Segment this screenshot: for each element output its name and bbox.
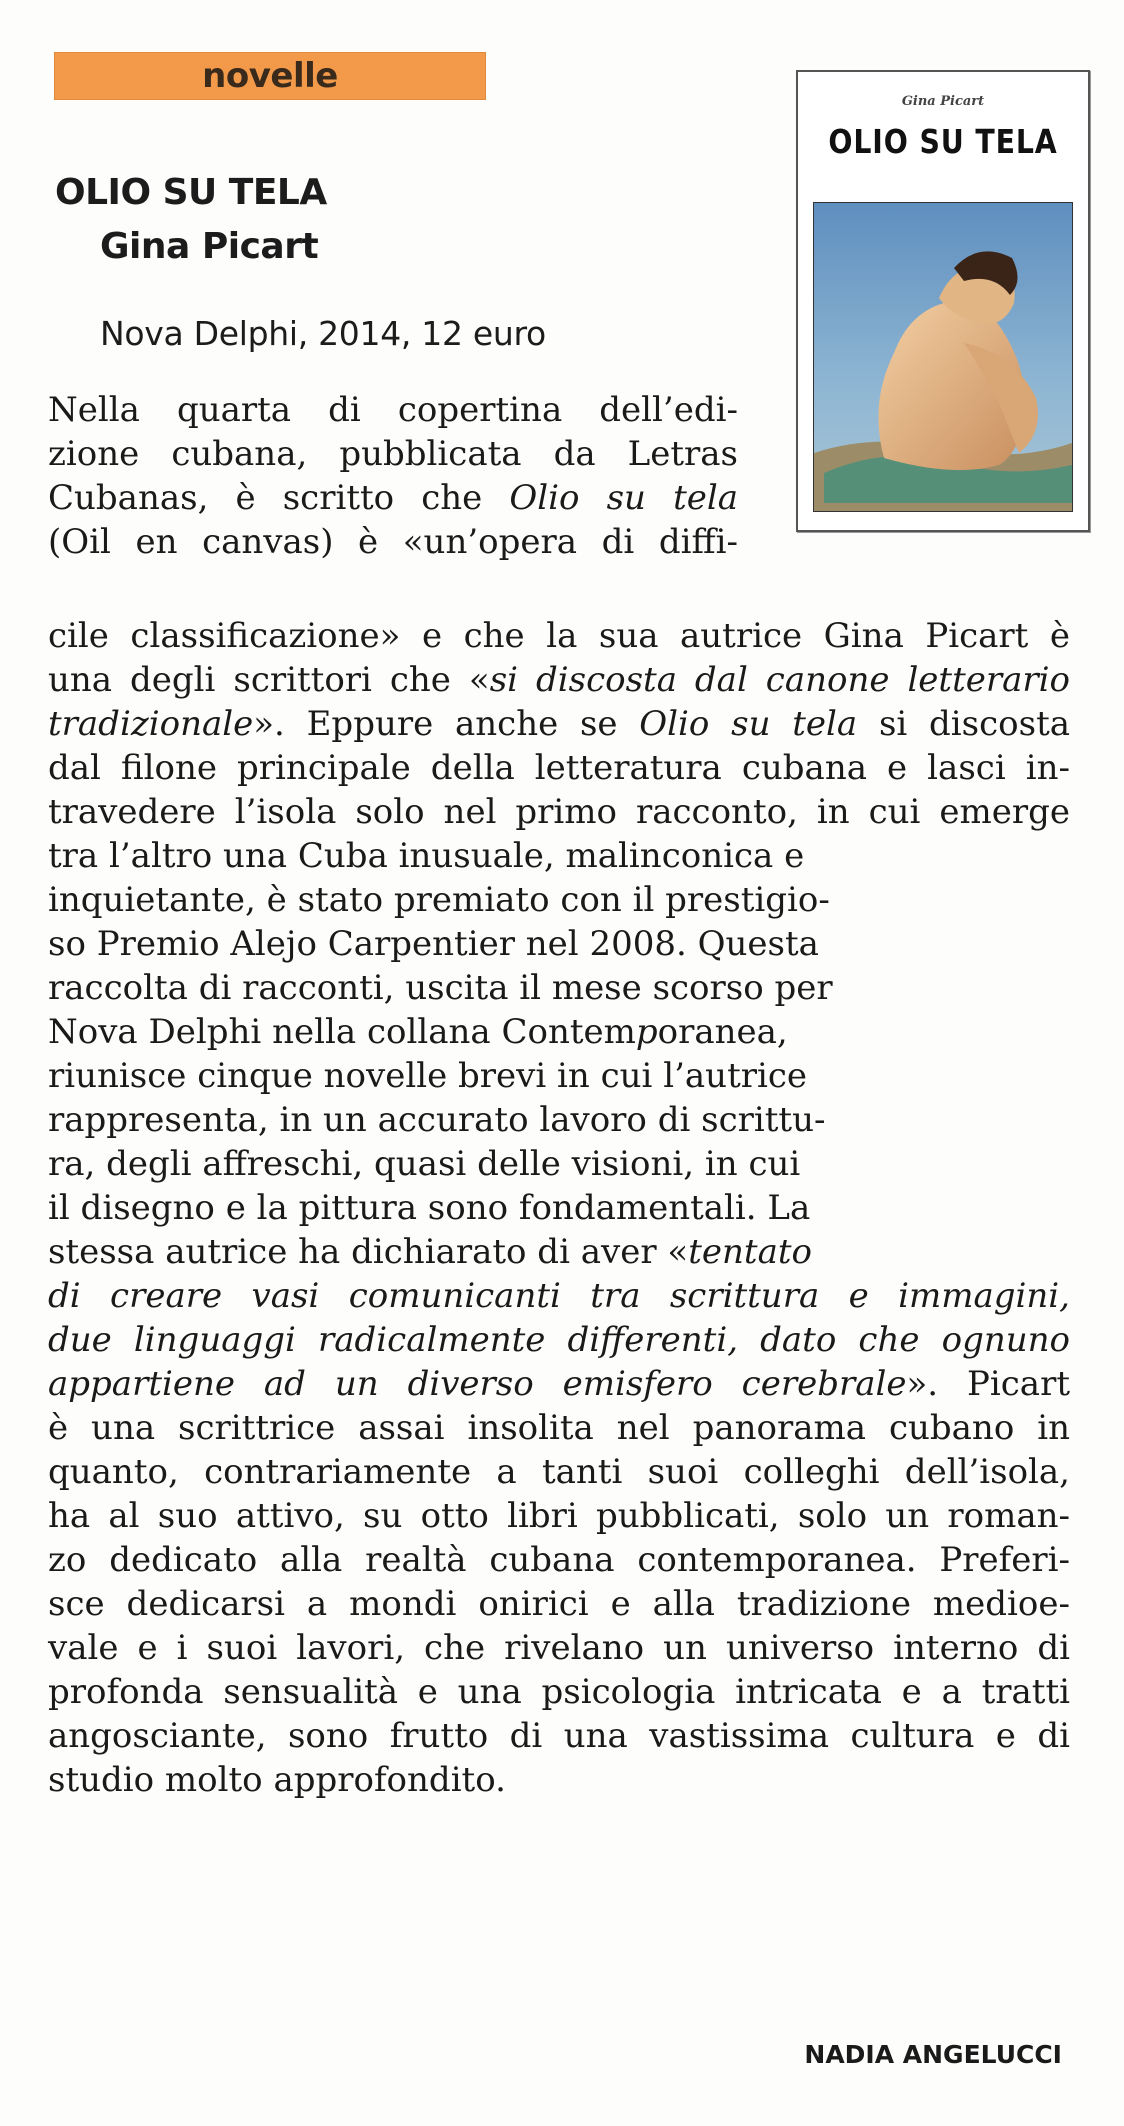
text-line: Nova Delphi nella collana Contemporanea, [48,1012,788,1052]
byline: NADIA ANGELUCCI [804,2040,1062,2069]
section-tag [54,52,486,100]
text-line: appartiene ad un diverso emisfero cerebrale». Picart [48,1364,1070,1404]
text-line: di creare vasi comunicanti tra scrittura e immagini, [48,1276,1070,1316]
publisher-info: Nova Delphi, 2014, 12 euro [100,314,546,353]
book-cover [796,70,1090,532]
text-line: tra l’altro una Cuba inusuale, malinconica e [48,836,805,876]
cover-author: Gina Picart [901,94,985,109]
text-line: so Premio Alejo Carpentier nel 2008. Questa [48,924,819,964]
text-line: è una scrittrice assai insolita nel panorama cubano in [48,1408,1070,1448]
text-line: travedere l’isola solo nel primo racconto, in cui emerge [48,792,1070,832]
text-line: studio molto approfondito. [48,1760,506,1800]
text-line: Cubanas, è scritto che Olio su tela [48,478,738,518]
cover-painting [813,202,1073,512]
text-line: profonda sensualità e una psicologia intricata e a tratti [48,1672,1070,1712]
text-line: ha al suo attivo, su otto libri pubblicati, solo un roman- [48,1496,1070,1536]
text-line: vale e i suoi lavori, che rivelano un universo interno di [48,1628,1070,1668]
article-author: Gina Picart [100,226,319,267]
text-line: riunisce cinque novelle brevi in cui l’autrice [48,1056,808,1096]
text-line: ra, degli affreschi, quasi delle visioni, in cui [48,1144,801,1184]
text-line: tradizionale». Eppure anche se Olio su tela si discosta [48,704,1070,744]
text-line: il disegno e la pittura sono fondamentali. La [48,1188,811,1228]
text-line: zione cubana, pubblicata da Letras [48,434,738,474]
section-label: novelle [202,56,338,96]
text-line: raccolta di racconti, uscita il mese scorso per [48,968,833,1008]
article-body-top [48,388,738,564]
text-line: sce dedicarsi a mondi onirici e alla tradizione medioe- [48,1584,1070,1624]
text-line: cile classificazione» e che la sua autrice Gina Picart è [48,616,1070,656]
text-line: angosciante, sono frutto di una vastissima cultura e di [48,1716,1070,1756]
cover-title: OLIO SU TELA [828,122,1058,161]
text-line: una degli scrittori che «si discosta dal canone letterario [48,660,1070,700]
text-line: stessa autrice ha dichiarato di aver «tentato [48,1232,812,1272]
text-line: due linguaggi radicalmente differenti, dato che ognuno [48,1320,1070,1360]
article-title: OLIO SU TELA [55,172,327,213]
article-body [48,614,1070,1802]
text-line: inquietante, è stato premiato con il prestigio- [48,880,830,920]
text-line: quanto, contrariamente a tanti suoi colleghi dell’isola, [48,1452,1070,1492]
text-line: zo dedicato alla realtà cubana contemporanea. Preferi- [48,1540,1070,1580]
text-line: rappresenta, in un accurato lavoro di scrittu- [48,1100,826,1140]
text-line: dal filone principale della letteratura cubana e lasci in- [48,748,1070,788]
text-line: (Oil en canvas) è «un’opera di diffi- [48,522,738,562]
text-line: Nella quarta di copertina dell’edi- [48,390,738,430]
